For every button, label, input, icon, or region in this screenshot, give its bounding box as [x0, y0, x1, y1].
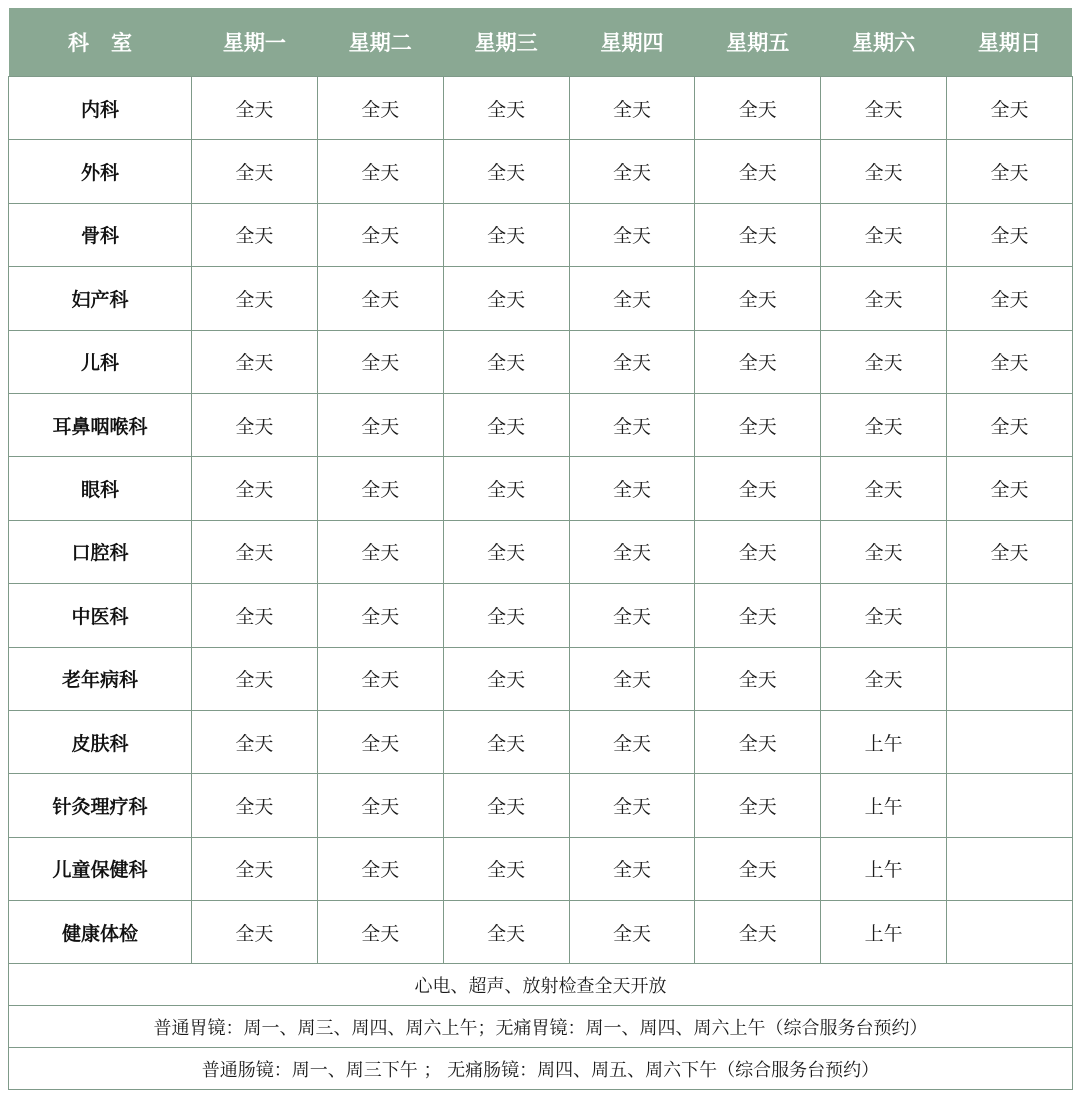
schedule-cell: [947, 901, 1073, 964]
table-row: [9, 267, 1073, 330]
schedule-cell: [947, 837, 1073, 900]
schedule-cell: 全天: [443, 774, 569, 837]
schedule-cell: 全天: [443, 837, 569, 900]
schedule-cell: 全天: [443, 710, 569, 773]
schedule-cell: 全天: [695, 140, 821, 203]
schedule-cell: 全天: [192, 140, 318, 203]
day-header-monday: 星期一: [192, 8, 318, 77]
schedule-cell: 全天: [569, 837, 695, 900]
schedule-cell: 全天: [821, 457, 947, 520]
schedule-cell: 全天: [569, 267, 695, 330]
department-name: 眼科: [9, 457, 192, 520]
schedule-cell: 全天: [695, 584, 821, 647]
schedule-cell: 全天: [443, 901, 569, 964]
schedule-cell: 全天: [821, 203, 947, 266]
department-name: 老年病科: [9, 647, 192, 710]
day-header-thursday: 星期四: [569, 8, 695, 77]
note-row: [9, 1048, 1073, 1090]
schedule-cell: 全天: [821, 77, 947, 140]
schedule-cell: 全天: [695, 457, 821, 520]
schedule-cell: 全天: [443, 393, 569, 456]
schedule-cell: 全天: [695, 203, 821, 266]
schedule-cell: 全天: [317, 647, 443, 710]
table-row: [9, 710, 1073, 773]
schedule-cell: 全天: [317, 203, 443, 266]
schedule-cell: 全天: [947, 457, 1073, 520]
schedule-cell: [947, 710, 1073, 773]
schedule-cell: 全天: [192, 520, 318, 583]
schedule-cell: 全天: [192, 457, 318, 520]
schedule-cell: 全天: [569, 647, 695, 710]
schedule-cell: 全天: [695, 710, 821, 773]
table-row: [9, 774, 1073, 837]
table-row: [9, 837, 1073, 900]
schedule-cell: 全天: [947, 520, 1073, 583]
note-row: [9, 964, 1073, 1006]
schedule-cell: 上午: [821, 837, 947, 900]
schedule-cell: 全天: [317, 584, 443, 647]
schedule-cell: 全天: [443, 647, 569, 710]
schedule-cell: [947, 584, 1073, 647]
schedule-cell: 全天: [569, 710, 695, 773]
table-row: [9, 457, 1073, 520]
schedule-cell: 全天: [192, 837, 318, 900]
department-name: 健康体检: [9, 901, 192, 964]
department-name: 内科: [9, 77, 192, 140]
day-header-tuesday: 星期二: [317, 8, 443, 77]
schedule-cell: 全天: [192, 584, 318, 647]
schedule-cell: 全天: [317, 77, 443, 140]
table-row: [9, 140, 1073, 203]
note-text: 普通肠镜：周一、周三下午 ； 无痛肠镜：周四、周五、周六下午（综合服务台预约）: [9, 1048, 1073, 1090]
schedule-cell: 上午: [821, 774, 947, 837]
schedule-cell: 全天: [317, 140, 443, 203]
department-name: 皮肤科: [9, 710, 192, 773]
schedule-cell: 全天: [317, 267, 443, 330]
day-header-friday: 星期五: [695, 8, 821, 77]
schedule-cell: 全天: [695, 393, 821, 456]
schedule-cell: 全天: [569, 520, 695, 583]
schedule-cell: 全天: [317, 837, 443, 900]
clinic-schedule-table: [8, 8, 1073, 1090]
schedule-cell: 全天: [695, 901, 821, 964]
department-name: 妇产科: [9, 267, 192, 330]
schedule-cell: [947, 647, 1073, 710]
schedule-cell: 全天: [947, 267, 1073, 330]
table-row: [9, 330, 1073, 393]
table-row: [9, 901, 1073, 964]
department-column-header: [9, 8, 192, 77]
schedule-cell: 全天: [821, 330, 947, 393]
schedule-cell: 全天: [947, 393, 1073, 456]
department-name: 儿科: [9, 330, 192, 393]
schedule-cell: 全天: [569, 901, 695, 964]
table-row: [9, 647, 1073, 710]
department-header-char: 室: [111, 31, 132, 55]
department-name: 口腔科: [9, 520, 192, 583]
schedule-cell: 全天: [192, 77, 318, 140]
schedule-cell: 全天: [192, 647, 318, 710]
schedule-cell: 全天: [443, 520, 569, 583]
schedule-cell: 上午: [821, 901, 947, 964]
schedule-cell: 全天: [569, 77, 695, 140]
schedule-cell: 全天: [317, 901, 443, 964]
day-header-saturday: 星期六: [821, 8, 947, 77]
schedule-cell: 全天: [317, 774, 443, 837]
schedule-cell: 全天: [821, 140, 947, 203]
schedule-cell: 全天: [443, 77, 569, 140]
header-row: [9, 8, 1073, 77]
schedule-cell: 全天: [569, 457, 695, 520]
day-header-sunday: 星期日: [947, 8, 1073, 77]
schedule-cell: [947, 774, 1073, 837]
schedule-cell: 全天: [317, 520, 443, 583]
schedule-cell: 全天: [821, 584, 947, 647]
table-row: [9, 520, 1073, 583]
schedule-cell: 全天: [443, 584, 569, 647]
department-name: 中医科: [9, 584, 192, 647]
schedule-cell: 全天: [569, 393, 695, 456]
note-text: 普通胃镜：周一、周三、周四、周六上午；无痛胃镜：周一、周四、周六上午（综合服务台预约）: [9, 1006, 1073, 1048]
note-row: [9, 1006, 1073, 1048]
department-name: 耳鼻咽喉科: [9, 393, 192, 456]
schedule-cell: 全天: [695, 647, 821, 710]
schedule-cell: 全天: [569, 140, 695, 203]
schedule-body: [9, 77, 1073, 1090]
schedule-cell: 全天: [317, 457, 443, 520]
table-row: [9, 77, 1073, 140]
schedule-cell: 全天: [695, 330, 821, 393]
schedule-cell: 全天: [821, 393, 947, 456]
schedule-cell: 全天: [443, 267, 569, 330]
schedule-cell: 全天: [192, 710, 318, 773]
schedule-cell: 全天: [317, 330, 443, 393]
note-text: 心电、超声、放射检查全天开放: [9, 964, 1073, 1006]
schedule-cell: 全天: [443, 203, 569, 266]
department-name: 外科: [9, 140, 192, 203]
table-row: [9, 393, 1073, 456]
department-name: 骨科: [9, 203, 192, 266]
schedule-header: [9, 8, 1073, 77]
schedule-cell: 全天: [695, 837, 821, 900]
schedule-cell: 全天: [821, 520, 947, 583]
schedule-cell: 全天: [947, 77, 1073, 140]
schedule-cell: 全天: [821, 647, 947, 710]
schedule-cell: 全天: [317, 393, 443, 456]
schedule-cell: 全天: [192, 774, 318, 837]
schedule-cell: 全天: [192, 393, 318, 456]
schedule-cell: 全天: [192, 203, 318, 266]
schedule-cell: 全天: [947, 203, 1073, 266]
table-row: [9, 203, 1073, 266]
schedule-cell: 全天: [443, 457, 569, 520]
schedule-cell: 全天: [695, 774, 821, 837]
schedule-cell: 全天: [821, 267, 947, 330]
schedule-cell: 全天: [192, 901, 318, 964]
schedule-cell: 全天: [569, 774, 695, 837]
schedule-cell: 全天: [947, 140, 1073, 203]
department-name: 针灸理疗科: [9, 774, 192, 837]
schedule-cell: 全天: [317, 710, 443, 773]
schedule-cell: 全天: [192, 330, 318, 393]
schedule-cell: 全天: [947, 330, 1073, 393]
schedule-cell: 全天: [695, 77, 821, 140]
schedule-cell: 全天: [695, 520, 821, 583]
schedule-cell: 全天: [569, 330, 695, 393]
schedule-cell: 全天: [569, 584, 695, 647]
table-row: [9, 584, 1073, 647]
schedule-cell: 全天: [443, 330, 569, 393]
schedule-cell: 上午: [821, 710, 947, 773]
schedule-cell: 全天: [443, 140, 569, 203]
schedule-cell: 全天: [695, 267, 821, 330]
schedule-cell: 全天: [569, 203, 695, 266]
department-name: 儿童保健科: [9, 837, 192, 900]
department-header-char: 科: [68, 31, 89, 55]
day-header-wednesday: 星期三: [443, 8, 569, 77]
schedule-cell: 全天: [192, 267, 318, 330]
